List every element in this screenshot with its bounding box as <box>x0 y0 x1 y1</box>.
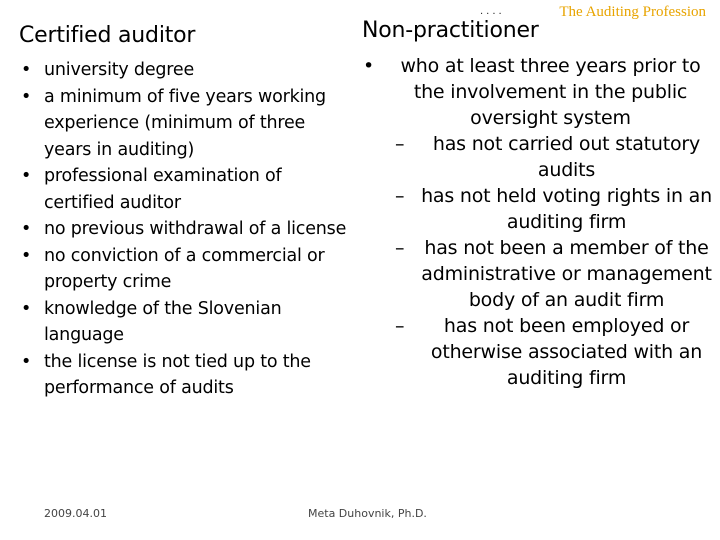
list-item: • knowledge of the Slovenian language <box>21 296 356 349</box>
right-column-title: Non-practitioner <box>362 18 539 43</box>
list-item: • the license is not tied up to the performance of audits <box>21 349 356 402</box>
sub-list-item: – has not carried out statutory audits <box>363 131 713 183</box>
footer-date: 2009.04.01 <box>44 507 107 520</box>
list-item: • who at least three years prior to the involvement in the public oversight system <box>400 55 701 129</box>
left-column-title: Certified auditor <box>19 23 196 48</box>
sub-list-item: – has not held voting rights in an auditing firm <box>363 183 713 235</box>
slide-header-title: The Auditing Profession <box>559 4 706 20</box>
list-item: • university degree <box>21 57 356 84</box>
certified-auditor-requirements-list <box>21 57 356 402</box>
list-item: • no conviction of a commercial or property crime <box>21 243 356 296</box>
list-item: • a minimum of five years working experience (minimum of three years in auditing) <box>21 84 356 164</box>
non-practitioner-sub-list <box>363 131 713 391</box>
list-item: • no previous withdrawal of a license <box>21 216 356 243</box>
non-practitioner-main-item <box>363 53 713 131</box>
non-practitioner-requirements <box>363 53 713 391</box>
sub-list-item: – has not been employed or otherwise associated with an auditing firm <box>363 313 713 391</box>
decorative-dots: .... <box>480 6 505 17</box>
sub-list-item: – has not been a member of the administrative or management body of an audit firm <box>363 235 713 313</box>
list-item: • professional examination of certified auditor <box>21 163 356 216</box>
footer-author: Meta Duhovnik, Ph.D. <box>308 507 427 520</box>
